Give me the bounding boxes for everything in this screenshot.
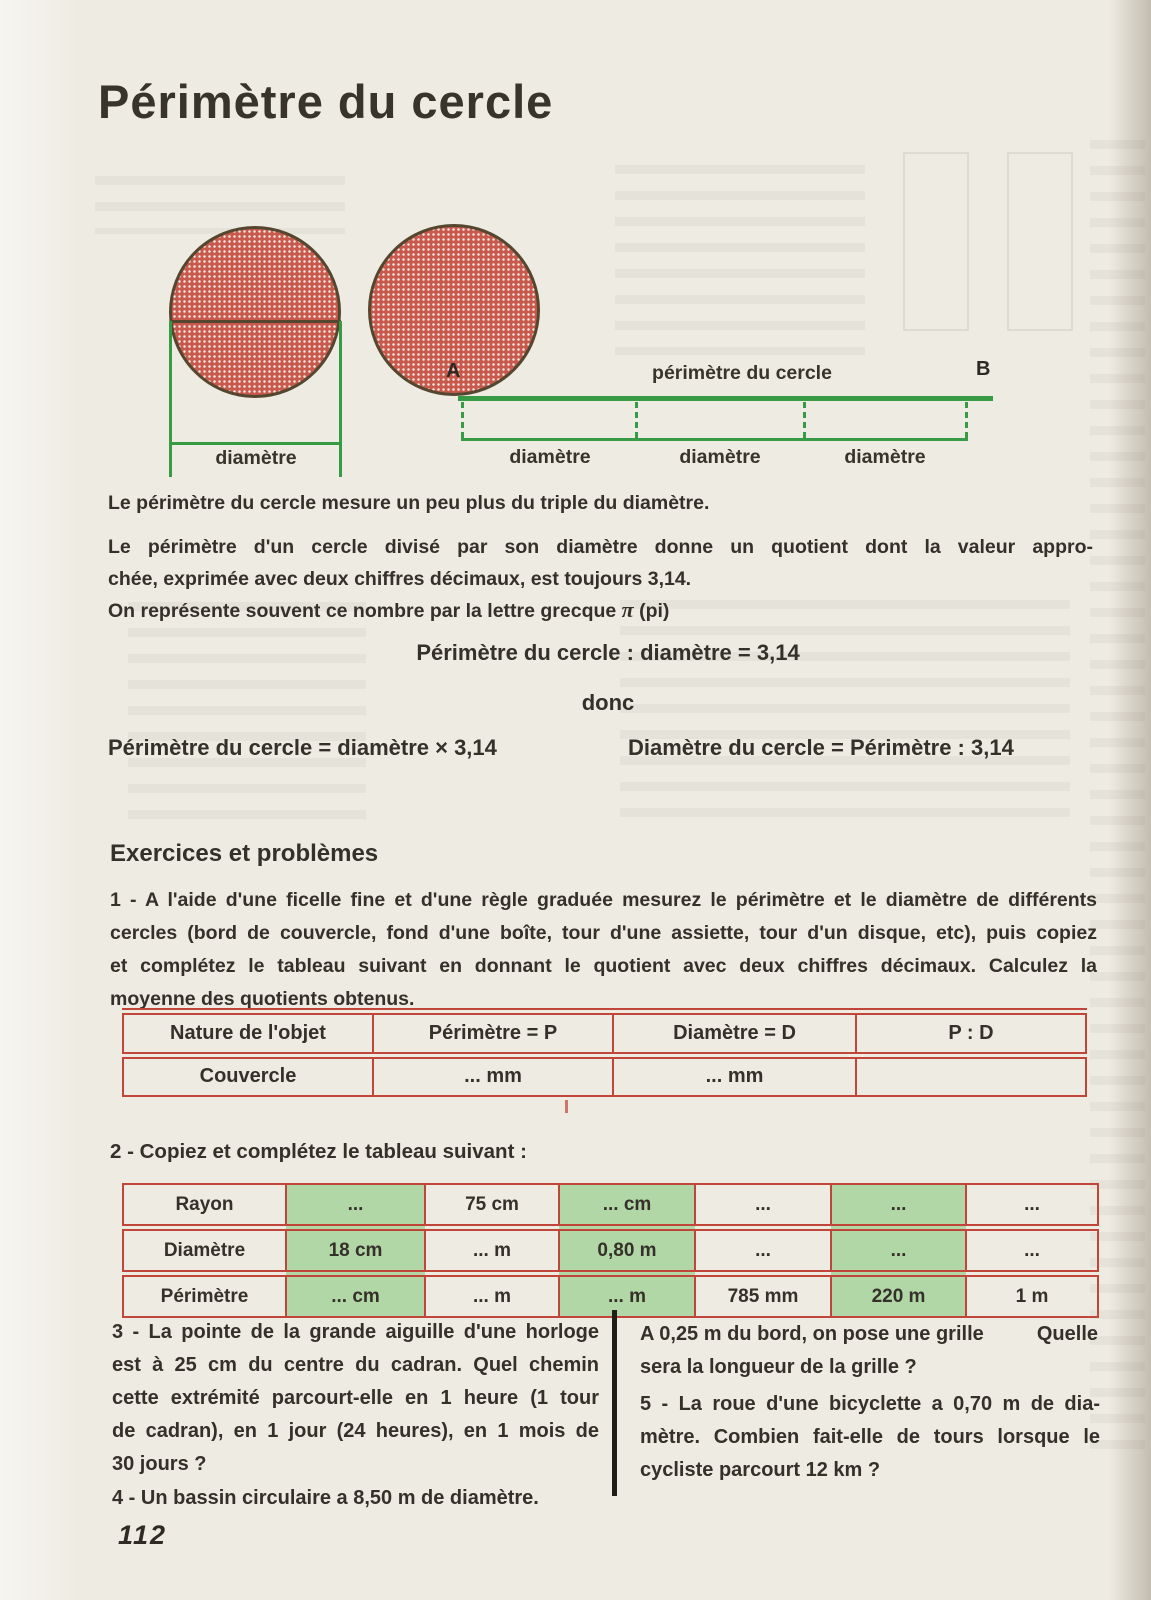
bleed-through	[615, 165, 865, 355]
diameter-label: diamètre	[844, 446, 926, 468]
diameter-label: diamètre	[679, 446, 761, 468]
column-divider	[612, 1310, 617, 1496]
table-row	[123, 1228, 1098, 1274]
text-line: 30 jours ?	[112, 1453, 207, 1475]
intro-paragraph-2	[108, 531, 1093, 595]
table-cell: 18 cm	[286, 1228, 425, 1274]
column-header: P : D	[856, 1012, 1086, 1056]
table-cell: 785 mm	[695, 1274, 831, 1318]
tick-dashed	[461, 402, 464, 438]
text-line: mètre. Combien fait-elle de tours lorsque le	[640, 1426, 1100, 1448]
bleed-through	[95, 176, 345, 234]
diameter-label: diamètre	[509, 446, 591, 468]
table-cell: 75 cm	[425, 1184, 559, 1228]
table-cell: ...	[966, 1228, 1098, 1274]
point-a-label: A	[446, 360, 461, 382]
intro-paragraph-1: Le périmètre du cercle mesure un peu plus du triple du diamètre.	[108, 492, 710, 514]
pi-symbol: π	[621, 597, 634, 622]
tick-dashed	[803, 402, 806, 438]
column-header: Diamètre = D	[613, 1012, 856, 1056]
stray-red-mark	[565, 1100, 568, 1113]
table-cell: Couvercle	[199, 1065, 297, 1088]
table-cell: 220 m	[831, 1274, 966, 1318]
text-line: est à 25 cm du centre du cadran. Quel chemin	[112, 1354, 599, 1376]
text-line: 1 - A l'aide d'une ficelle fine et d'une règle graduée mesurez le périmètre et le diamètre de différents	[110, 889, 1097, 911]
tick-dashed	[965, 402, 968, 438]
table-cell: ...	[286, 1184, 425, 1228]
perimeter-label: périmètre du cercle	[652, 362, 832, 384]
bracket-line	[169, 321, 172, 477]
tick-dashed	[635, 402, 638, 438]
bleed-through-box	[903, 152, 969, 331]
grille-text-quelle: Quelle	[1036, 1323, 1098, 1345]
row-label: Rayon	[175, 1193, 234, 1215]
ratio-formula: Périmètre du cercle : diamètre = 3,14	[416, 640, 800, 665]
rayon-diametre-perimetre-table	[122, 1183, 1099, 1318]
table-header-row	[123, 1012, 1086, 1056]
table-cell: ...	[831, 1228, 966, 1274]
bleed-through	[128, 602, 366, 830]
text-line: 5 - La roue d'une bicyclette a 0,70 m de dia-	[640, 1393, 1100, 1415]
row-label: Diamètre	[123, 1228, 286, 1274]
table-cell: ...	[695, 1228, 831, 1274]
pi-sentence-start: On représente souvent ce nombre par la lettre grecque	[108, 600, 617, 622]
table-cell: ... mm	[373, 1056, 613, 1096]
page-number: 112	[118, 1520, 168, 1550]
table-cell: ... m	[425, 1228, 559, 1274]
exercise-5	[640, 1388, 1100, 1487]
bracket-line	[461, 438, 968, 441]
text-line: moyenne des quotients obtenus.	[110, 988, 415, 1010]
table-cell: ...	[966, 1184, 1098, 1228]
exercise-grille-line1	[640, 1318, 1098, 1351]
perimeter-formula: Périmètre du cercle = diamètre × 3,14	[108, 735, 497, 760]
diameter-label: diamètre	[215, 447, 297, 469]
table-row	[123, 1184, 1098, 1228]
grille-text-start: A 0,25 m du bord, on pose une grille	[640, 1323, 984, 1345]
bleed-through-box	[1007, 152, 1073, 331]
section-heading: Exercices et problèmes	[110, 840, 379, 867]
scan-edge-shadow	[1109, 0, 1151, 1600]
exercise-grille-line2: sera la longueur de la grille ?	[640, 1356, 917, 1378]
text-line: cette extrémité parcourt-elle en 1 heure (1 tour	[112, 1387, 599, 1409]
diameter-formula: Diamètre du cercle = Périmètre : 3,14	[628, 735, 1014, 760]
diameter-line	[170, 320, 341, 323]
column-header: Périmètre = P	[373, 1012, 613, 1056]
intro-paragraph-3	[108, 594, 669, 627]
table-row	[123, 1056, 1086, 1096]
table-cell: ...	[831, 1184, 966, 1228]
table-cell: ... mm	[613, 1056, 856, 1096]
table-cell: 0,80 m	[559, 1228, 695, 1274]
table-cell: ...	[695, 1184, 831, 1228]
exercise-2: 2 - Copiez et complétez le tableau suivant :	[110, 1140, 527, 1163]
table-cell: ... cm	[286, 1274, 425, 1318]
exercise-4: 4 - Un bassin circulaire a 8,50 m de diamètre.	[112, 1487, 539, 1509]
bracket-line	[339, 321, 342, 477]
table-cell: 1 m	[966, 1274, 1098, 1318]
measurement-table	[122, 1008, 1087, 1097]
exercise-3	[112, 1316, 599, 1481]
point-b-label: B	[976, 358, 991, 380]
table-cell	[856, 1056, 1086, 1096]
donc-word: donc	[581, 690, 635, 715]
scan-edge-light	[0, 0, 80, 1600]
text-line: 3 - La pointe de la grande aiguille d'une horloge	[112, 1321, 599, 1343]
row-label: Périmètre	[123, 1274, 286, 1318]
bracket-line	[169, 442, 342, 445]
text-line: Le périmètre d'un cercle divisé par son diamètre donne un quotient dont la valeur appro-	[108, 536, 1093, 558]
text-line: de cadran), en 1 jour (24 heures), en 1 mois de	[112, 1420, 599, 1442]
page-title: Périmètre du cercle	[98, 75, 554, 128]
circle-with-diameter	[169, 226, 341, 398]
text-line: cycliste parcourt 12 km ?	[640, 1459, 881, 1481]
text-line: et complétez le tableau suivant en donnant le quotient avec deux chiffres décimaux. Calculez la	[110, 955, 1097, 977]
table-cell: ... m	[559, 1274, 695, 1318]
perimeter-line	[458, 396, 993, 401]
table-cell: ... cm	[559, 1184, 695, 1228]
pi-sentence-end: (pi)	[639, 600, 670, 622]
text-line: cercles (bord de couvercle, fond d'une boîte, tour d'une assiette, tour d'un disque, etc), puis copiez	[110, 922, 1097, 944]
exercise-1	[110, 884, 1097, 1016]
text-line: chée, exprimée avec deux chiffres décimaux, est toujours 3,14.	[108, 568, 692, 590]
column-header: Nature de l'objet	[170, 1022, 326, 1044]
table-row	[123, 1274, 1098, 1318]
table-cell: ... m	[425, 1274, 559, 1318]
